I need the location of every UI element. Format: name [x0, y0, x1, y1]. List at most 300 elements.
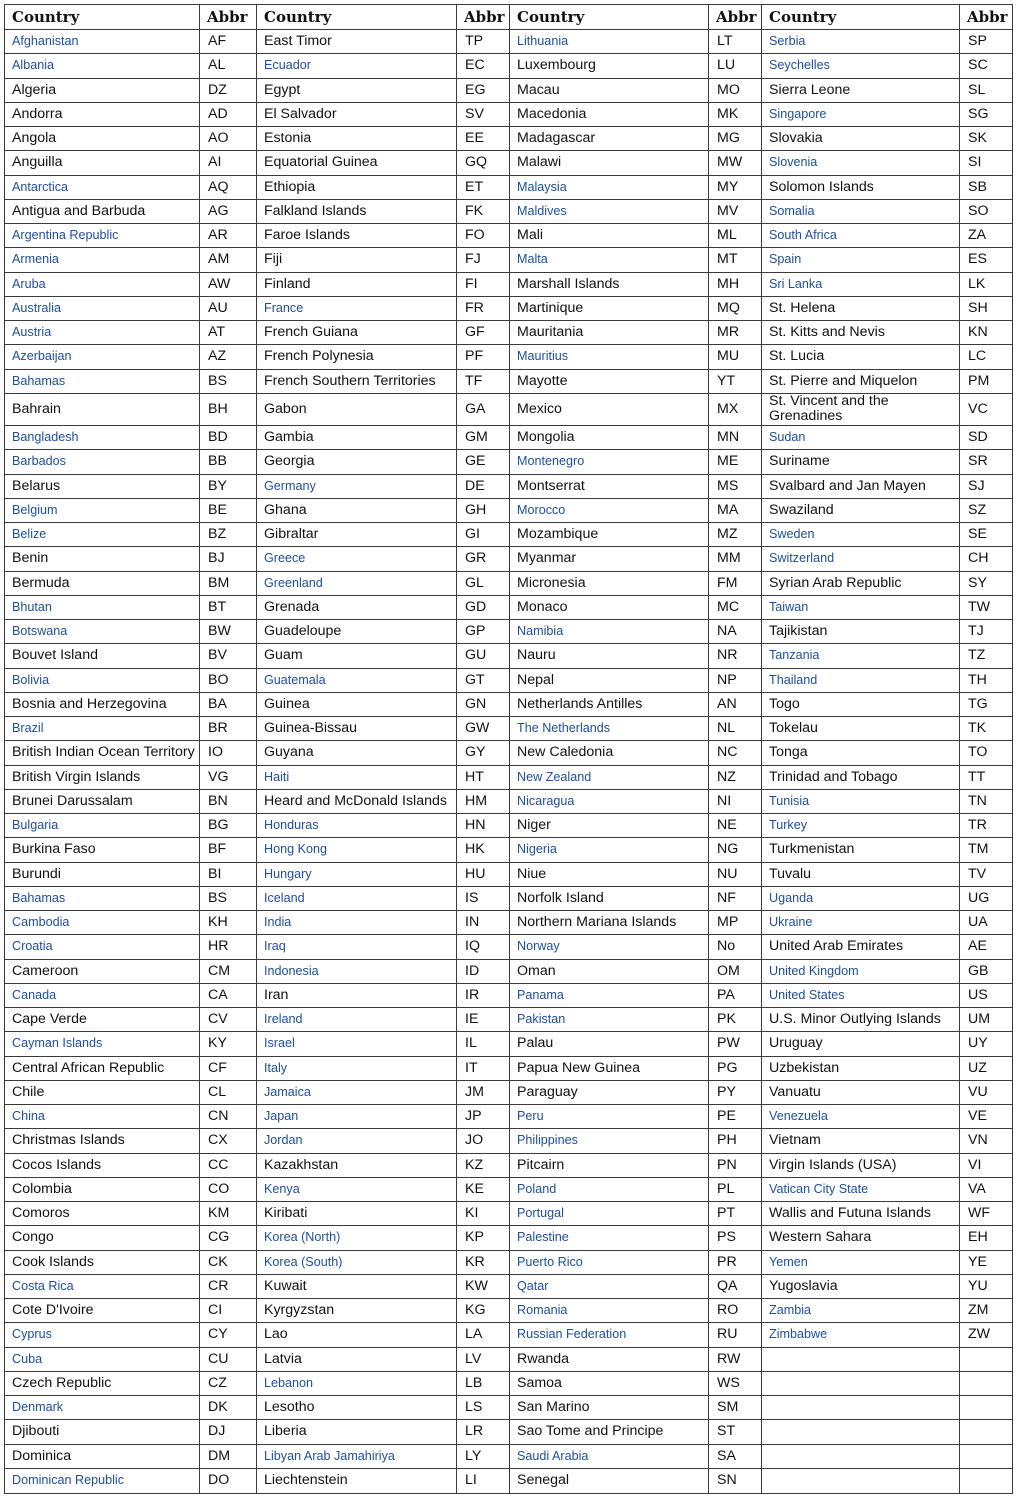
empty-cell	[960, 1371, 1013, 1395]
country-name-cell: St. Vincent and the Grenadines	[762, 393, 960, 425]
table-row	[5, 1299, 1013, 1323]
country-abbr-cell: PR	[709, 1250, 762, 1274]
country-name-cell[interactable]: Barbados	[5, 450, 200, 474]
country-name-cell: Palau	[510, 1032, 709, 1056]
country-name-cell[interactable]: United Kingdom	[762, 959, 960, 983]
country-name-cell[interactable]: India	[257, 911, 457, 935]
country-abbr-cell: PN	[709, 1153, 762, 1177]
table-row	[5, 886, 1013, 910]
country-name-cell: Algeria	[5, 78, 200, 102]
country-name-cell: Sierra Leone	[762, 78, 960, 102]
country-name-cell[interactable]: Philippines	[510, 1129, 709, 1153]
country-abbr-cell: NZ	[709, 765, 762, 789]
country-name-cell[interactable]: Albania	[5, 54, 200, 78]
country-abbr-cell: UG	[960, 886, 1013, 910]
country-name-cell[interactable]: Argentina Republic	[5, 224, 200, 248]
table-row	[5, 862, 1013, 886]
country-abbr-cell: KY	[200, 1032, 257, 1056]
country-name-cell[interactable]: Maldives	[510, 199, 709, 223]
empty-cell	[762, 1396, 960, 1420]
country-abbr-cell: PS	[709, 1226, 762, 1250]
country-name-cell[interactable]: Cambodia	[5, 911, 200, 935]
country-abbr-cell: CF	[200, 1056, 257, 1080]
country-abbr-cell: ZW	[960, 1323, 1013, 1347]
country-abbr-cell: CH	[960, 547, 1013, 571]
country-name-cell[interactable]: Puerto Rico	[510, 1250, 709, 1274]
table-row	[5, 1396, 1013, 1420]
country-name-cell: Macedonia	[510, 102, 709, 126]
country-abbr-cell: FM	[709, 571, 762, 595]
country-name-cell[interactable]: Taiwan	[762, 595, 960, 619]
country-name-cell[interactable]: Greece	[257, 547, 457, 571]
country-name-cell: French Southern Territories	[257, 369, 457, 393]
country-name-cell[interactable]: Pakistan	[510, 1008, 709, 1032]
table-row	[5, 30, 1013, 54]
country-name-cell[interactable]: Switzerland	[762, 547, 960, 571]
country-name-cell[interactable]: Bolivia	[5, 668, 200, 692]
country-name-cell[interactable]: Italy	[257, 1056, 457, 1080]
country-abbr-cell: TM	[960, 838, 1013, 862]
country-name-cell[interactable]: Brazil	[5, 717, 200, 741]
country-name-cell[interactable]: South Africa	[762, 224, 960, 248]
country-abbr-cell: UA	[960, 911, 1013, 935]
table-row	[5, 838, 1013, 862]
country-abbr-cell: NG	[709, 838, 762, 862]
country-abbr-cell: GW	[457, 717, 510, 741]
table-row	[5, 1323, 1013, 1347]
country-name-cell[interactable]: Somalia	[762, 199, 960, 223]
table-row	[5, 393, 1013, 425]
country-abbr-cell: ME	[709, 450, 762, 474]
country-name-cell: Rwanda	[510, 1347, 709, 1371]
empty-cell	[960, 1420, 1013, 1444]
country-abbr-cell: LI	[457, 1468, 510, 1493]
country-name-cell: Grenada	[257, 595, 457, 619]
country-abbr-cell: TZ	[960, 644, 1013, 668]
country-abbr-cell: MQ	[709, 296, 762, 320]
country-abbr-cell: MT	[709, 248, 762, 272]
country-abbr-cell: HN	[457, 814, 510, 838]
country-abbr-cell: RO	[709, 1299, 762, 1323]
country-name-cell: Uruguay	[762, 1032, 960, 1056]
country-name-cell[interactable]: Sri Lanka	[762, 272, 960, 296]
country-name-cell[interactable]: Belize	[5, 523, 200, 547]
country-name-cell: Burkina Faso	[5, 838, 200, 862]
country-name-cell: Yugoslavia	[762, 1274, 960, 1298]
country-abbr-cell: IR	[457, 983, 510, 1007]
table-row	[5, 1129, 1013, 1153]
country-name-cell: Trinidad and Tobago	[762, 765, 960, 789]
country-name-cell: St. Pierre and Miquelon	[762, 369, 960, 393]
country-abbr-cell: NA	[709, 620, 762, 644]
country-name-cell: British Virgin Islands	[5, 765, 200, 789]
country-name-cell[interactable]: The Netherlands	[510, 717, 709, 741]
country-name-cell[interactable]: Indonesia	[257, 959, 457, 983]
country-abbr-cell: CM	[200, 959, 257, 983]
country-abbr-cell: KP	[457, 1226, 510, 1250]
country-name-cell[interactable]: Jamaica	[257, 1080, 457, 1104]
country-abbr-cell: No	[709, 935, 762, 959]
country-abbr-cell: ML	[709, 224, 762, 248]
country-column-header: Country	[510, 5, 709, 30]
country-name-cell: Norfolk Island	[510, 886, 709, 910]
country-name-cell: San Marino	[510, 1396, 709, 1420]
country-abbr-cell: GN	[457, 692, 510, 716]
country-name-cell: Svalbard and Jan Mayen	[762, 474, 960, 498]
country-name-cell: Lesotho	[257, 1396, 457, 1420]
country-abbr-cell: VG	[200, 765, 257, 789]
country-abbr-cell: MW	[709, 151, 762, 175]
country-name-cell[interactable]: Spain	[762, 248, 960, 272]
country-abbr-cell: ID	[457, 959, 510, 983]
country-abbr-cell: VC	[960, 393, 1013, 425]
country-name-cell: Andorra	[5, 102, 200, 126]
abbr-column-header: Abbr	[960, 5, 1013, 30]
country-name-cell: Cocos Islands	[5, 1153, 200, 1177]
country-name-cell[interactable]: Israel	[257, 1032, 457, 1056]
country-abbr-cell: HR	[200, 935, 257, 959]
country-name-cell: Myanmar	[510, 547, 709, 571]
country-name-cell[interactable]: Yemen	[762, 1250, 960, 1274]
country-name-cell[interactable]: Germany	[257, 474, 457, 498]
table-row	[5, 272, 1013, 296]
country-name-cell[interactable]: Nigeria	[510, 838, 709, 862]
country-name-cell[interactable]: Australia	[5, 296, 200, 320]
country-name-cell[interactable]: Lithuania	[510, 30, 709, 54]
country-name-cell[interactable]: Panama	[510, 983, 709, 1007]
country-abbr-cell: ST	[709, 1420, 762, 1444]
country-name-cell[interactable]: Turkey	[762, 814, 960, 838]
country-abbr-cell: DK	[200, 1396, 257, 1420]
country-abbr-cell: AT	[200, 321, 257, 345]
country-name-cell: Gambia	[257, 426, 457, 450]
country-abbr-cell: SR	[960, 450, 1013, 474]
country-column-header: Country	[762, 5, 960, 30]
country-name-cell[interactable]: Portugal	[510, 1202, 709, 1226]
country-abbr-cell: CK	[200, 1250, 257, 1274]
country-name-cell[interactable]: France	[257, 296, 457, 320]
country-name-cell[interactable]: Serbia	[762, 30, 960, 54]
country-abbr-cell: MC	[709, 595, 762, 619]
country-name-cell[interactable]: Armenia	[5, 248, 200, 272]
country-name-cell[interactable]: Morocco	[510, 498, 709, 522]
country-abbr-cell: CN	[200, 1105, 257, 1129]
country-abbr-cell: TR	[960, 814, 1013, 838]
country-abbr-cell: BB	[200, 450, 257, 474]
country-name-cell: Luxembourg	[510, 54, 709, 78]
country-abbr-cell: MN	[709, 426, 762, 450]
country-name-cell[interactable]: Dominican Republic	[5, 1468, 200, 1493]
country-name-cell[interactable]: Malta	[510, 248, 709, 272]
country-name-cell: Northern Mariana Islands	[510, 911, 709, 935]
country-name-cell: Cote D'Ivoire	[5, 1299, 200, 1323]
country-abbr-cell: GY	[457, 741, 510, 765]
country-abbr-cell: BA	[200, 692, 257, 716]
country-abbr-cell: CX	[200, 1129, 257, 1153]
country-name-cell[interactable]: Mauritius	[510, 345, 709, 369]
country-abbr-cell: IQ	[457, 935, 510, 959]
country-abbr-cell: KE	[457, 1177, 510, 1201]
country-name-cell: Finland	[257, 272, 457, 296]
country-name-cell[interactable]: Zambia	[762, 1299, 960, 1323]
country-abbr-cell: BS	[200, 886, 257, 910]
country-name-cell[interactable]: Bulgaria	[5, 814, 200, 838]
country-name-cell[interactable]: Singapore	[762, 102, 960, 126]
country-abbr-cell: TG	[960, 692, 1013, 716]
table-row	[5, 474, 1013, 498]
country-abbr-cell: VN	[960, 1129, 1013, 1153]
country-name-cell[interactable]: Seychelles	[762, 54, 960, 78]
country-name-cell[interactable]: Iceland	[257, 886, 457, 910]
country-name-cell[interactable]: Bahamas	[5, 886, 200, 910]
country-name-cell: Papua New Guinea	[510, 1056, 709, 1080]
table-row	[5, 1444, 1013, 1468]
country-abbr-cell: HK	[457, 838, 510, 862]
country-abbr-cell: KI	[457, 1202, 510, 1226]
country-name-cell: Mongolia	[510, 426, 709, 450]
country-name-cell: Comoros	[5, 1202, 200, 1226]
country-abbr-cell: BG	[200, 814, 257, 838]
country-abbr-cell: NC	[709, 741, 762, 765]
country-name-cell[interactable]: Honduras	[257, 814, 457, 838]
country-abbr-cell: BT	[200, 595, 257, 619]
table-row	[5, 1226, 1013, 1250]
country-name-cell: St. Helena	[762, 296, 960, 320]
country-name-cell[interactable]: Cyprus	[5, 1323, 200, 1347]
table-row	[5, 224, 1013, 248]
country-name-cell: St. Lucia	[762, 345, 960, 369]
country-name-cell[interactable]: Nicaragua	[510, 789, 709, 813]
country-name-cell[interactable]: Slovenia	[762, 151, 960, 175]
empty-cell	[762, 1371, 960, 1395]
country-abbr-cell: UZ	[960, 1056, 1013, 1080]
country-name-cell[interactable]: Malaysia	[510, 175, 709, 199]
country-name-cell: Congo	[5, 1226, 200, 1250]
country-name-cell[interactable]: Haiti	[257, 765, 457, 789]
country-name-cell[interactable]: Uganda	[762, 886, 960, 910]
country-name-cell: Nepal	[510, 668, 709, 692]
country-abbr-cell: LC	[960, 345, 1013, 369]
country-name-cell[interactable]: Norway	[510, 935, 709, 959]
country-name-cell[interactable]: Palestine	[510, 1226, 709, 1250]
country-abbr-cell: GL	[457, 571, 510, 595]
country-abbr-cell: CG	[200, 1226, 257, 1250]
country-name-cell[interactable]: Azerbaijan	[5, 345, 200, 369]
table-row	[5, 814, 1013, 838]
country-abbr-cell: DO	[200, 1468, 257, 1493]
country-name-cell[interactable]: United States	[762, 983, 960, 1007]
country-abbr-cell: KH	[200, 911, 257, 935]
country-name-cell: Suriname	[762, 450, 960, 474]
country-abbr-cell: BF	[200, 838, 257, 862]
country-name-cell[interactable]: Sudan	[762, 426, 960, 450]
table-row	[5, 717, 1013, 741]
country-name-cell[interactable]: Aruba	[5, 272, 200, 296]
country-name-cell: Bermuda	[5, 571, 200, 595]
country-name-cell[interactable]: Ecuador	[257, 54, 457, 78]
table-row	[5, 1202, 1013, 1226]
country-name-cell[interactable]: Denmark	[5, 1396, 200, 1420]
country-name-cell[interactable]: Tunisia	[762, 789, 960, 813]
table-row	[5, 1468, 1013, 1493]
abbr-column-header: Abbr	[200, 5, 257, 30]
country-name-cell[interactable]: Romania	[510, 1299, 709, 1323]
table-row	[5, 450, 1013, 474]
country-name-cell[interactable]: Guatemala	[257, 668, 457, 692]
country-abbr-cell: BR	[200, 717, 257, 741]
table-row	[5, 127, 1013, 151]
country-name-cell[interactable]: Bhutan	[5, 595, 200, 619]
table-row	[5, 1032, 1013, 1056]
country-name-cell[interactable]: Afghanistan	[5, 30, 200, 54]
country-abbr-cell: NR	[709, 644, 762, 668]
empty-cell	[762, 1347, 960, 1371]
country-name-cell[interactable]: Poland	[510, 1177, 709, 1201]
country-abbr-cell: BJ	[200, 547, 257, 571]
country-name-cell[interactable]: Greenland	[257, 571, 457, 595]
country-abbr-cell: GQ	[457, 151, 510, 175]
country-abbr-cell: SM	[709, 1396, 762, 1420]
country-abbr-cell: ZA	[960, 224, 1013, 248]
country-abbr-cell: DZ	[200, 78, 257, 102]
country-name-cell: Pitcairn	[510, 1153, 709, 1177]
country-name-cell[interactable]: Qatar	[510, 1274, 709, 1298]
country-abbr-cell: GI	[457, 523, 510, 547]
country-name-cell[interactable]: Bahamas	[5, 369, 200, 393]
country-abbr-cell: KZ	[457, 1153, 510, 1177]
country-name-cell[interactable]: Japan	[257, 1105, 457, 1129]
country-name-cell[interactable]: Korea (North)	[257, 1226, 457, 1250]
country-name-cell: Nauru	[510, 644, 709, 668]
country-name-cell[interactable]: Iraq	[257, 935, 457, 959]
table-row	[5, 54, 1013, 78]
country-name-cell: Benin	[5, 547, 200, 571]
country-name-cell[interactable]: Belgium	[5, 498, 200, 522]
country-abbr-cell: TW	[960, 595, 1013, 619]
country-name-cell[interactable]: Namibia	[510, 620, 709, 644]
country-abbr-cell: DJ	[200, 1420, 257, 1444]
country-name-cell[interactable]: Canada	[5, 983, 200, 1007]
country-name-cell[interactable]: Croatia	[5, 935, 200, 959]
table-row	[5, 644, 1013, 668]
country-column-header: Country	[5, 5, 200, 30]
country-name-cell[interactable]: Peru	[510, 1105, 709, 1129]
country-name-cell[interactable]: Sweden	[762, 523, 960, 547]
country-abbr-cell: CI	[200, 1299, 257, 1323]
country-name-cell[interactable]: Tanzania	[762, 644, 960, 668]
country-abbr-cell: AG	[200, 199, 257, 223]
country-abbr-cell: SB	[960, 175, 1013, 199]
country-name-cell[interactable]: Bangladesh	[5, 426, 200, 450]
country-name-cell: Cape Verde	[5, 1008, 200, 1032]
country-abbr-cell: CY	[200, 1323, 257, 1347]
country-abbr-cell: GP	[457, 620, 510, 644]
country-name-cell[interactable]: Botswana	[5, 620, 200, 644]
country-name-cell: Netherlands Antilles	[510, 692, 709, 716]
country-name-cell: Colombia	[5, 1177, 200, 1201]
country-name-cell[interactable]: Saudi Arabia	[510, 1444, 709, 1468]
country-abbr-cell: CA	[200, 983, 257, 1007]
country-abbr-cell: AQ	[200, 175, 257, 199]
country-name-cell: Kiribati	[257, 1202, 457, 1226]
country-name-cell[interactable]: Jordan	[257, 1129, 457, 1153]
country-name-cell: New Caledonia	[510, 741, 709, 765]
country-name-cell[interactable]: Libyan Arab Jamahiriya	[257, 1444, 457, 1468]
country-abbr-cell: YU	[960, 1274, 1013, 1298]
empty-cell	[960, 1347, 1013, 1371]
country-name-cell: Heard and McDonald Islands	[257, 789, 457, 813]
country-name-cell[interactable]: Lebanon	[257, 1371, 457, 1395]
country-name-cell: Samoa	[510, 1371, 709, 1395]
table-row	[5, 692, 1013, 716]
country-name-cell[interactable]: Antarctica	[5, 175, 200, 199]
country-name-cell[interactable]: Cayman Islands	[5, 1032, 200, 1056]
country-abbr-cell: LY	[457, 1444, 510, 1468]
country-abbr-cell: TV	[960, 862, 1013, 886]
country-name-cell[interactable]: New Zealand	[510, 765, 709, 789]
country-name-cell[interactable]: Austria	[5, 321, 200, 345]
country-abbr-cell: MS	[709, 474, 762, 498]
table-row	[5, 151, 1013, 175]
country-name-cell[interactable]: Vatican City State	[762, 1177, 960, 1201]
country-abbr-cell: BN	[200, 789, 257, 813]
country-abbr-cell: LU	[709, 54, 762, 78]
table-row	[5, 1177, 1013, 1201]
country-abbr-cell: GH	[457, 498, 510, 522]
country-abbr-cell: BE	[200, 498, 257, 522]
country-name-cell[interactable]: Montenegro	[510, 450, 709, 474]
country-abbr-cell: YT	[709, 369, 762, 393]
country-abbr-cell: TP	[457, 30, 510, 54]
table-row	[5, 498, 1013, 522]
country-abbr-cell: LS	[457, 1396, 510, 1420]
country-name-cell[interactable]: Ukraine	[762, 911, 960, 935]
empty-cell	[762, 1444, 960, 1468]
country-abbr-cell: KR	[457, 1250, 510, 1274]
country-name-cell: Swaziland	[762, 498, 960, 522]
country-name-cell[interactable]: Russian Federation	[510, 1323, 709, 1347]
table-row	[5, 345, 1013, 369]
country-abbr-cell: CL	[200, 1080, 257, 1104]
country-name-cell: Uzbekistan	[762, 1056, 960, 1080]
country-name-cell: Liberia	[257, 1420, 457, 1444]
country-name-cell: British Indian Ocean Territory	[5, 741, 200, 765]
country-abbr-cell: TJ	[960, 620, 1013, 644]
country-abbr-cell: NU	[709, 862, 762, 886]
country-name-cell[interactable]: Thailand	[762, 668, 960, 692]
country-abbr-cell: IN	[457, 911, 510, 935]
country-abbr-cell: PF	[457, 345, 510, 369]
country-abbr-cell: MV	[709, 199, 762, 223]
country-abbr-cell: MA	[709, 498, 762, 522]
country-name-cell: Bouvet Island	[5, 644, 200, 668]
country-name-cell[interactable]: Hong Kong	[257, 838, 457, 862]
country-name-cell[interactable]: Zimbabwe	[762, 1323, 960, 1347]
country-abbr-cell: SP	[960, 30, 1013, 54]
country-name-cell[interactable]: Kenya	[257, 1177, 457, 1201]
country-abbr-cell: PK	[709, 1008, 762, 1032]
country-name-cell[interactable]: Cuba	[5, 1347, 200, 1371]
country-name-cell[interactable]: Costa Rica	[5, 1274, 200, 1298]
country-name-cell[interactable]: Venezuela	[762, 1105, 960, 1129]
country-abbr-cell: GM	[457, 426, 510, 450]
country-name-cell[interactable]: China	[5, 1105, 200, 1129]
country-abbr-cell: AZ	[200, 345, 257, 369]
country-name-cell[interactable]: Korea (South)	[257, 1250, 457, 1274]
country-abbr-cell: CZ	[200, 1371, 257, 1395]
country-name-cell[interactable]: Ireland	[257, 1008, 457, 1032]
country-name-cell[interactable]: Hungary	[257, 862, 457, 886]
